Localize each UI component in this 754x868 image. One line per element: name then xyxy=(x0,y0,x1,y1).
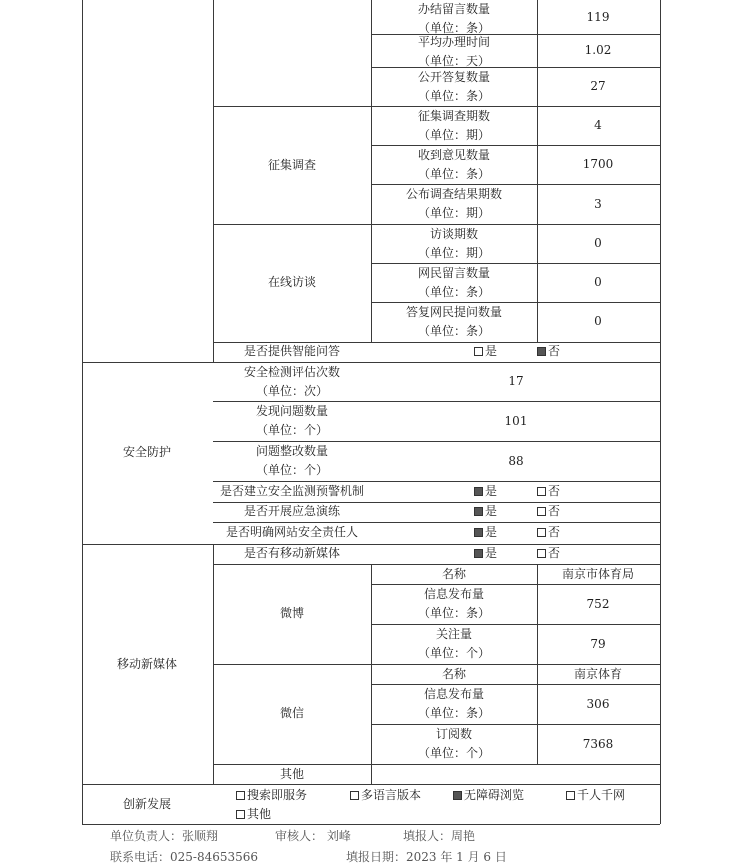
row-value: 7368 xyxy=(582,737,614,751)
row-value: 1700 xyxy=(582,157,614,171)
option-accessibility[interactable]: 无障碍浏览 xyxy=(453,786,524,805)
checkbox-empty-icon xyxy=(537,549,546,558)
check-yes[interactable]: 是 xyxy=(474,482,497,501)
option-personalized[interactable]: 千人千网 xyxy=(566,786,625,805)
smart-qa-yes[interactable]: 是 xyxy=(474,342,497,361)
row-label: 办结留言数量 （单位：条） xyxy=(417,2,491,35)
checkbox-empty-icon xyxy=(566,791,575,800)
row-value: 119 xyxy=(586,10,610,24)
section-label-weibo: 微博 xyxy=(279,606,305,620)
row-label: 关注量 （单位：个） xyxy=(417,627,491,660)
check-no[interactable]: 否 xyxy=(537,523,560,542)
row-value: 17 xyxy=(508,374,524,388)
row-label: 信息发布量 （单位：条） xyxy=(417,687,491,720)
other-label: 其他 xyxy=(279,767,305,781)
check-yes[interactable]: 是 xyxy=(474,502,497,521)
row-label: 征集调查期数 （单位：期） xyxy=(417,109,491,142)
name-value: 南京体育 xyxy=(573,667,623,681)
name-label: 名称 xyxy=(441,567,467,581)
smart-qa-no[interactable]: 否 xyxy=(537,342,560,361)
section-label-security: 安全防护 xyxy=(122,445,172,459)
option-multi-language[interactable]: 多语言版本 xyxy=(350,786,421,805)
name-label: 名称 xyxy=(441,667,467,681)
section-label-mobile: 移动新媒体 xyxy=(116,657,178,671)
check-no[interactable]: 否 xyxy=(537,482,560,501)
row-label: 平均办理时间 （单位：天） xyxy=(417,35,491,68)
option-search-service[interactable]: 搜索即服务 xyxy=(236,786,307,805)
check-yes[interactable]: 是 xyxy=(474,523,497,542)
row-value: 4 xyxy=(594,118,602,132)
checkbox-empty-icon xyxy=(537,487,546,496)
smart-qa-label: 是否提供智能问答 xyxy=(243,344,341,358)
checkbox-filled-icon xyxy=(474,549,483,558)
checkbox-filled-icon xyxy=(474,507,483,516)
has-new-media-label: 是否有移动新媒体 xyxy=(243,546,341,560)
checkbox-empty-icon xyxy=(537,507,546,516)
section-label-innovation: 创新发展 xyxy=(122,797,172,811)
checkbox-filled-icon xyxy=(474,528,483,537)
row-value: 0 xyxy=(594,275,602,289)
row-label: 答复网民提问数量 （单位：条） xyxy=(405,305,503,338)
section-label-survey: 征集调查 xyxy=(267,158,317,172)
row-label: 收到意见数量 （单位：条） xyxy=(417,148,491,181)
footer-reviewer: 审核人： 刘峰 xyxy=(275,829,351,843)
check-no[interactable]: 否 xyxy=(537,502,560,521)
row-value: 27 xyxy=(590,79,606,93)
new-media-no[interactable]: 否 xyxy=(537,544,560,563)
check-label: 是否建立安全监测预警机制 xyxy=(219,484,365,498)
row-label: 公开答复数量 （单位：条） xyxy=(417,70,491,103)
check-label: 是否开展应急演练 xyxy=(243,504,341,518)
checkbox-empty-icon xyxy=(236,791,245,800)
checkbox-empty-icon xyxy=(236,810,245,819)
row-value: 752 xyxy=(586,597,610,611)
row-value: 1.02 xyxy=(584,43,612,57)
footer-unit-head: 单位负责人：张顺翔 xyxy=(110,829,219,843)
checkbox-empty-icon xyxy=(537,528,546,537)
row-value: 306 xyxy=(586,697,610,711)
footer-date: 填报日期：2023 年 1 月 6 日 xyxy=(346,850,507,864)
row-label: 网民留言数量 （单位：条） xyxy=(417,266,491,299)
row-label: 安全检测评估次数 （单位：次） xyxy=(243,365,341,398)
row-value: 79 xyxy=(590,637,606,651)
row-label: 问题整改数量 （单位：个） xyxy=(255,444,329,477)
row-label: 访谈期数 （单位：期） xyxy=(417,227,491,260)
checkbox-filled-icon xyxy=(453,791,462,800)
row-value: 3 xyxy=(594,197,602,211)
new-media-yes[interactable]: 是 xyxy=(474,544,497,563)
row-label: 发现问题数量 （单位：个） xyxy=(255,404,329,437)
row-value: 101 xyxy=(504,414,528,428)
check-label: 是否明确网站安全责任人 xyxy=(225,525,359,539)
checkbox-filled-icon xyxy=(474,487,483,496)
footer-filler: 填报人：周艳 xyxy=(403,829,476,843)
section-label-weixin: 微信 xyxy=(279,706,305,720)
row-label: 订阅数 （单位：个） xyxy=(417,727,491,760)
row-label: 信息发布量 （单位：条） xyxy=(417,587,491,620)
checkbox-empty-icon xyxy=(350,791,359,800)
row-value: 0 xyxy=(594,236,602,250)
checkbox-empty-icon xyxy=(474,347,483,356)
footer-phone: 联系电话：025-84653566 xyxy=(110,850,259,864)
checkbox-filled-icon xyxy=(537,347,546,356)
option-other[interactable]: 其他 xyxy=(236,805,271,824)
section-label-interview: 在线访谈 xyxy=(267,275,317,289)
row-value: 88 xyxy=(508,454,524,468)
row-value: 0 xyxy=(594,314,602,328)
row-label: 公布调查结果期数 （单位：期） xyxy=(405,187,503,220)
name-value: 南京市体育局 xyxy=(561,567,635,581)
